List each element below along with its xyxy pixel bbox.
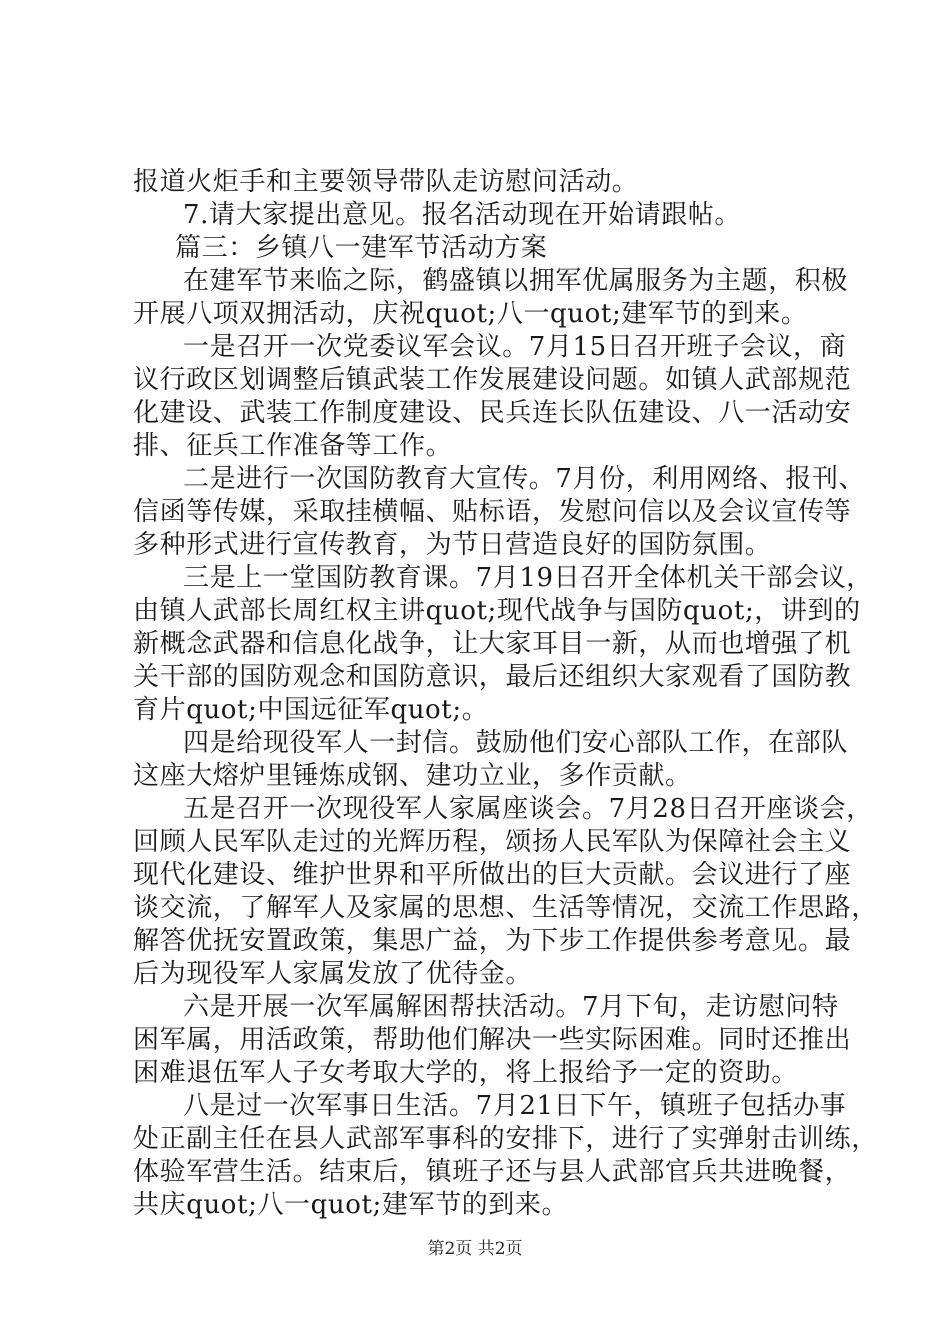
section-heading: 篇三：乡镇八一建军节活动方案: [175, 233, 548, 263]
text-line: 开展八项双拥活动，庆祝quot;八一quot;建军节的到来。: [133, 299, 808, 329]
text-line: 五是召开一次现役军人家属座谈会。7月28日召开座谈会，: [183, 794, 873, 824]
text-line: 后为现役军人家属发放了优待金。: [133, 959, 533, 989]
text-line: 多种形式进行宣传教育，为节日营造良好的国防氛围。: [133, 530, 772, 560]
text-line: 体验军营生活。结束后，镇班子还与县人武部官兵共进晚餐，: [133, 1157, 852, 1187]
text-line: 共庆quot;八一quot;建军节的到来。: [133, 1190, 569, 1220]
text-line: 在建军节来临之际，鹤盛镇以拥军优属服务为主题，积极: [183, 266, 849, 296]
text-line: 由镇人武部长周红权主讲quot;现代战争与国防quot;，讲到的: [133, 596, 861, 626]
text-line: 回顾人民军队走过的光辉历程，颂扬人民军队为保障社会主义: [133, 827, 852, 857]
page-number-footer: 第2页 共2页: [427, 1239, 523, 1259]
text-line: 四是给现役军人一封信。鼓励他们安心部队工作，在部队: [183, 728, 849, 758]
text-line: 关干部的国防观念和国防意识，最后还组织大家观看了国防教: [133, 662, 852, 692]
text-line: 困难退伍军人子女考取大学的，将上报给予一定的资助。: [133, 1058, 799, 1088]
text-line: 困军属，用活政策，帮助他们解决一些实际困难。同时还推出: [133, 1025, 852, 1055]
text-line: 报道火炬手和主要领导带队走访慰问活动。: [133, 167, 639, 197]
text-line: 解答优抚安置政策，集思广益，为下步工作提供参考意见。最: [133, 926, 852, 956]
text-line: 六是开展一次军属解困帮扶活动。7月下旬，走访慰问特: [183, 992, 839, 1022]
document-body: [133, 166, 878, 1222]
text-line: 八是过一次军事日生活。7月21日下午，镇班子包括办事: [183, 1091, 847, 1121]
text-line: 排、征兵工作准备等工作。: [133, 431, 453, 461]
text-line: 信函等传媒，采取挂横幅、贴标语，发慰问信以及会议宣传等: [133, 497, 852, 527]
text-line: 处正副主任在县人武部军事科的安排下，进行了实弹射击训练，: [133, 1124, 878, 1154]
text-line: 谈交流，了解军人及家属的思想、生活等情况，交流工作思路，: [133, 893, 878, 923]
text-line: 议行政区划调整后镇武装工作发展建设问题。如镇人武部规范: [133, 365, 852, 395]
text-line: 育片quot;中国远征军quot;。: [133, 695, 489, 725]
text-line: 现代化建设、维护世界和平所做出的巨大贡献。会议进行了座: [133, 860, 852, 890]
text-line: 三是上一堂国防教育课。7月19日召开全体机关干部会议，: [183, 563, 873, 593]
text-line: 这座大熔炉里锤炼成钢、建功立业，多作贡献。: [133, 761, 692, 791]
text-line: 新概念武器和信息化战争，让大家耳目一新，从而也增强了机: [133, 629, 852, 659]
text-line: 一是召开一次党委议军会议。7月15日召开班子会议，商: [183, 332, 847, 362]
text-line: 化建设、武装工作制度建设、民兵连长队伍建设、八一活动安: [133, 398, 852, 428]
text-line: 7.请大家提出意见。报名活动现在开始请跟帖。: [183, 200, 742, 230]
text-line: 二是进行一次国防教育大宣传。7月份，利用网络、报刊、: [183, 464, 866, 494]
